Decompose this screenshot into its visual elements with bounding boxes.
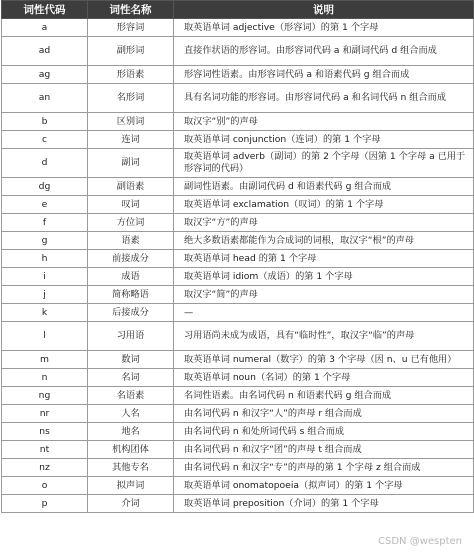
table-row <box>2 232 474 250</box>
table-row <box>2 304 474 322</box>
pos-description: 由名词代码 n 和汉字“团”的声母 t 组合而成 <box>174 441 474 459</box>
pos-description: 取英语单词 onomatopoeia（拟声词）的第 1 个字母 <box>174 477 474 495</box>
pos-code: ng <box>2 387 88 405</box>
pos-code: ns <box>2 423 88 441</box>
pos-description: 取英语单词 adjective（形容词）的第 1 个字母 <box>174 19 474 37</box>
pos-description: 名词性语素。由名词代码 n 和语素代码 g 组合而成 <box>174 387 474 405</box>
pos-code: nt <box>2 441 88 459</box>
pos-code: f <box>2 214 88 232</box>
pos-description: 副词性语素。由副词代码 d 和语素代码 g 组合而成 <box>174 178 474 196</box>
pos-description: — <box>174 304 474 322</box>
pos-code: dg <box>2 178 88 196</box>
table-row <box>2 84 474 113</box>
pos-code: b <box>2 113 88 131</box>
watermark: CSDN @wespten <box>378 536 462 547</box>
table-row <box>2 250 474 268</box>
table-row <box>2 477 474 495</box>
table-row <box>2 214 474 232</box>
pos-code: m <box>2 351 88 369</box>
pos-description: 由名词代码 n 和汉字“人”的声母 r 组合而成 <box>174 405 474 423</box>
pos-description: 取英语单词 numeral（数字）的第 3 个字母（因 n、u 已有他用） <box>174 351 474 369</box>
pos-description: 取英语单词 adverb（副词）的第 2 个字母（因第 1 个字母 a 已用于形容词的代码） <box>174 149 474 178</box>
pos-name: 数词 <box>88 351 174 369</box>
header-description: 说明 <box>174 1 474 19</box>
table-row <box>2 351 474 369</box>
pos-name: 习用语 <box>88 322 174 351</box>
pos-code: d <box>2 149 88 178</box>
table-header-row <box>2 1 474 19</box>
pos-name: 形语素 <box>88 66 174 84</box>
pos-name: 名词 <box>88 369 174 387</box>
table-row <box>2 322 474 351</box>
pos-name: 副形词 <box>88 37 174 66</box>
pos-description: 具有名词功能的形容词。由形容词代码 a 和名词代码 n 组合而成 <box>174 84 474 113</box>
pos-description: 取英语单词 noun（名词）的第 1 个字母 <box>174 369 474 387</box>
pos-description: 由名词代码 n 和汉字“专”的声母的第 1 个字母 z 组合而成 <box>174 459 474 477</box>
pos-name: 连词 <box>88 131 174 149</box>
table-row <box>2 196 474 214</box>
table-row <box>2 405 474 423</box>
table-row <box>2 149 474 178</box>
pos-name: 叹词 <box>88 196 174 214</box>
pos-name: 语素 <box>88 232 174 250</box>
table-row <box>2 131 474 149</box>
table-row <box>2 37 474 66</box>
pos-description: 习用语尚未成为成语，具有“临时性”，取汉字“临”的声母 <box>174 322 474 351</box>
pos-description: 取汉字“方”的声母 <box>174 214 474 232</box>
pos-code: h <box>2 250 88 268</box>
pos-code: p <box>2 495 88 513</box>
pos-code: g <box>2 232 88 250</box>
pos-name: 副语素 <box>88 178 174 196</box>
pos-code: n <box>2 369 88 387</box>
pos-code: ad <box>2 37 88 66</box>
table-row <box>2 369 474 387</box>
table-row <box>2 387 474 405</box>
pos-name: 简称略语 <box>88 286 174 304</box>
pos-name: 拟声词 <box>88 477 174 495</box>
pos-code: an <box>2 84 88 113</box>
pos-name: 介词 <box>88 495 174 513</box>
pos-code: o <box>2 477 88 495</box>
header-name: 词性名称 <box>88 1 174 19</box>
pos-code: k <box>2 304 88 322</box>
header-code: 词性代码 <box>2 1 88 19</box>
pos-code-table <box>1 0 474 513</box>
pos-code: nz <box>2 459 88 477</box>
pos-name: 名语素 <box>88 387 174 405</box>
pos-name: 方位词 <box>88 214 174 232</box>
table-row <box>2 178 474 196</box>
pos-code: e <box>2 196 88 214</box>
table-row <box>2 423 474 441</box>
pos-name: 名形词 <box>88 84 174 113</box>
pos-description: 取汉字“简”的声母 <box>174 286 474 304</box>
pos-name: 区别词 <box>88 113 174 131</box>
pos-description: 绝大多数语素都能作为合成词的词根，取汉字“根”的声母 <box>174 232 474 250</box>
pos-name: 形容词 <box>88 19 174 37</box>
pos-name: 成语 <box>88 268 174 286</box>
table-row <box>2 113 474 131</box>
pos-name: 前接成分 <box>88 250 174 268</box>
table-row <box>2 459 474 477</box>
table-row <box>2 66 474 84</box>
pos-description: 取英语单词 exclamation（叹词）的第 1 个字母 <box>174 196 474 214</box>
pos-description: 直接作状语的形容词。由形容词代码 a 和副词代码 d 组合而成 <box>174 37 474 66</box>
pos-name: 地名 <box>88 423 174 441</box>
pos-code: nr <box>2 405 88 423</box>
pos-code: l <box>2 322 88 351</box>
pos-description: 由名词代码 n 和处所词代码 s 组合而成 <box>174 423 474 441</box>
table-row <box>2 441 474 459</box>
pos-code: j <box>2 286 88 304</box>
pos-name: 人名 <box>88 405 174 423</box>
pos-name: 后接成分 <box>88 304 174 322</box>
table-row <box>2 19 474 37</box>
pos-name: 其他专名 <box>88 459 174 477</box>
table-row <box>2 495 474 513</box>
pos-code: i <box>2 268 88 286</box>
table-row <box>2 268 474 286</box>
pos-description: 取英语单词 conjunction（连词）的第 1 个字母 <box>174 131 474 149</box>
pos-code: a <box>2 19 88 37</box>
pos-description: 取英语单词 head 的第 1 个字母 <box>174 250 474 268</box>
pos-name: 机构团体 <box>88 441 174 459</box>
pos-description: 形容词性语素。由形容词代码 a 和语素代码 g 组合而成 <box>174 66 474 84</box>
pos-code: c <box>2 131 88 149</box>
pos-name: 副词 <box>88 149 174 178</box>
table-row <box>2 286 474 304</box>
pos-description: 取英语单词 idiom（成语）的第 1 个字母 <box>174 268 474 286</box>
pos-description: 取汉字“别”的声母 <box>174 113 474 131</box>
pos-description: 取英语单词 preposition（介词）的第 1 个字母 <box>174 495 474 513</box>
pos-code: ag <box>2 66 88 84</box>
